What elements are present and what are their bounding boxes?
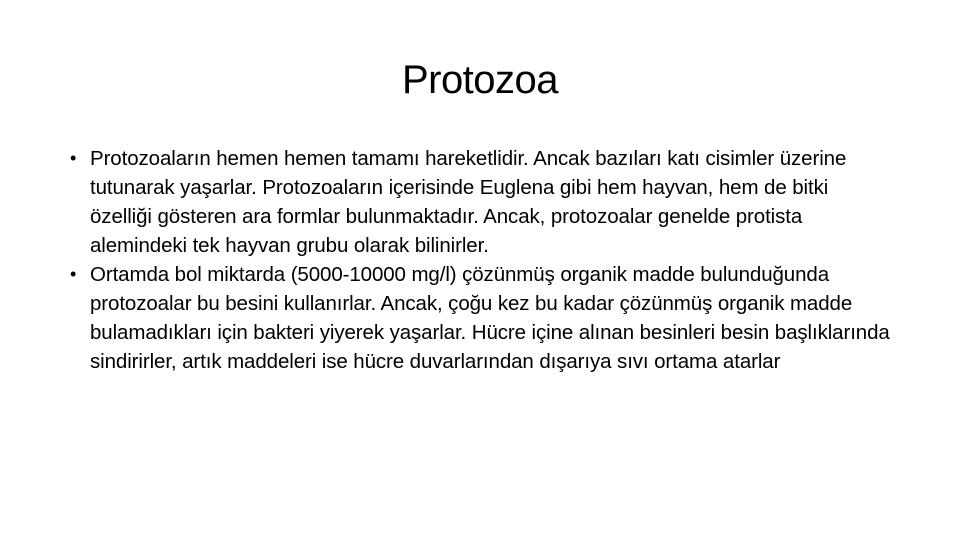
- bullet-marker: •: [70, 264, 77, 284]
- bullet-text: Ortamda bol miktarda (5000-10000 mg/l) çözünmüş organik madde bulunduğunda protozoalar bu besini kullanırlar. Ancak, çoğu kez bu kadar çözünmüş organik madde bulamadıkları için bakteri yiyerek yaşarlar. Hücre içine alınan besinleri besin başlıklarında sindirirler, artık maddeleri ise hücre duvarlarından dışarıya sıvı ortama atarlar: [90, 263, 890, 373]
- bullet-item: [70, 144, 890, 260]
- bullet-item: [70, 260, 890, 376]
- bullet-text: Protozoaların hemen hemen tamamı hareketlidir. Ancak bazıları katı cisimler üzerine tutunarak yaşarlar. Protozoaların içerisinde Euglena gibi hem hayvan, hem de bitki özelliği gösteren ara formlar bulunmaktadır. Ancak, protozoalar genelde protista alemindeki tek hayvan grubu olarak bilinirler.: [90, 147, 847, 257]
- bullet-list: [70, 144, 890, 376]
- slide-title: [0, 52, 960, 108]
- slide-title-text: Protozoa: [401, 58, 559, 102]
- bullet-marker: •: [70, 148, 77, 168]
